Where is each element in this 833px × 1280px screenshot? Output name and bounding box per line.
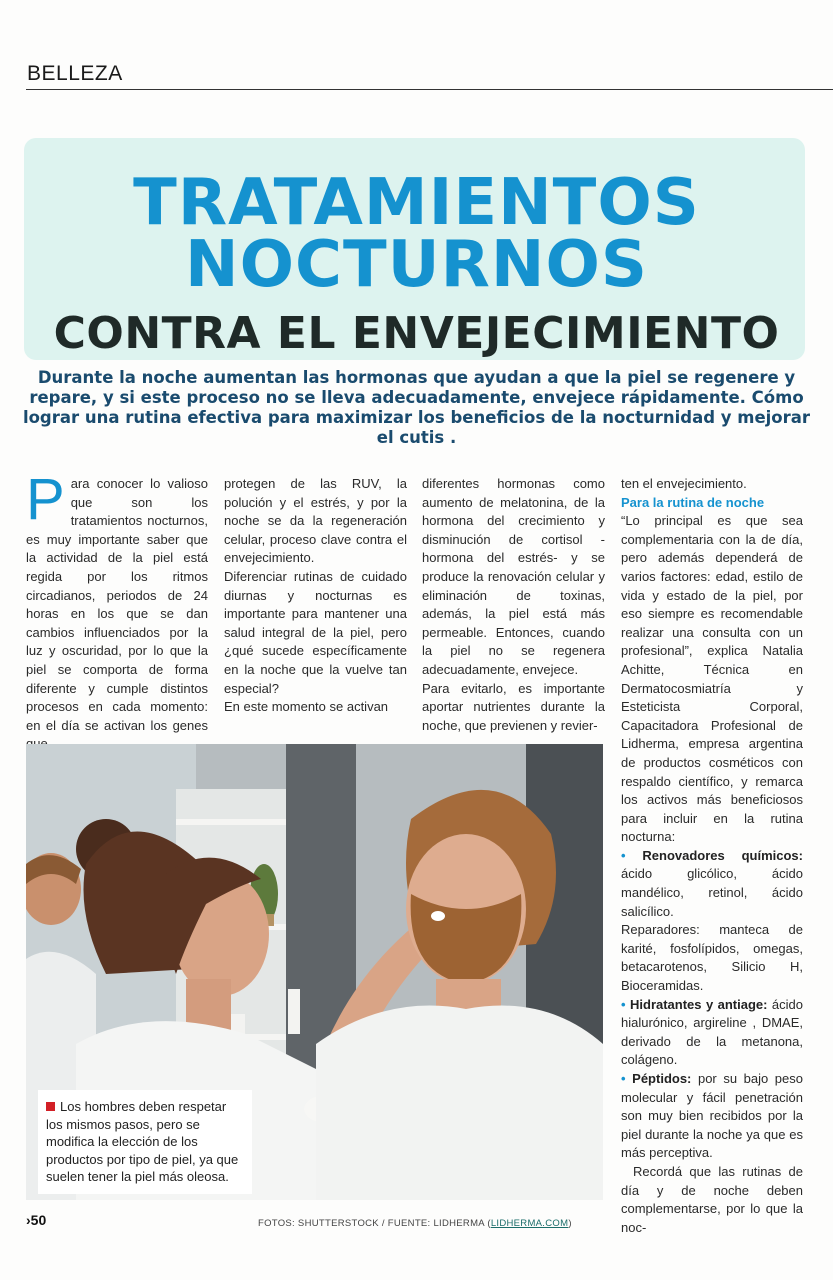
body-text: ara conocer lo valioso que son los tratamientos nocturnos, es muy importante saber que la actividad de la piel está regida por los ritmos circadianos, periodos de 24 horas en los que se dan cambios influenciados por la luz y oscuridad, por lo que la piel se comporta de forma diferente y cumple distintos procesos en cada momento: en el día se activan los genes: [26, 476, 208, 733]
list-item-label: Péptidos:: [632, 1071, 692, 1086]
list-item-text: por su bajo peso molecular y fácil penetración son muy bien recibidos por la piel durante la noche ya que es más perceptiva.: [621, 1071, 803, 1161]
photo-caption: [38, 1090, 252, 1194]
body-column-2: [224, 475, 407, 717]
list-item-label: Renovadores químicos:: [642, 847, 803, 863]
body-column-4: [621, 475, 803, 1237]
body-paragraph: Para evitarlo, es importante aportar nutrientes durante la noche, que previenen y revier-: [422, 680, 605, 733]
headline-line-1: TRATAMIENTOS: [133, 166, 700, 240]
list-item: [621, 847, 803, 921]
caption-text: Los hombres deben respetar los mismos pasos, pero se modifica la elección de los productos por tipo de piel, ya que suelen tener la piel más oleosa.: [46, 1099, 239, 1184]
body-paragraph: En este momento se activan: [224, 699, 389, 715]
subheading: Para la rutina de noche: [621, 494, 765, 510]
source-link[interactable]: LIDHERMA.COM: [490, 1218, 569, 1229]
list-item-text: ácido hialurónico, argireline , DMAE, derivado de la metanona, colágeno.: [621, 996, 803, 1068]
bullet-icon: •: [621, 1071, 626, 1086]
list-item: [621, 1070, 803, 1163]
caption-marker-icon: [46, 1102, 55, 1111]
list-item: [621, 996, 803, 1070]
bullet-icon: •: [621, 847, 626, 863]
section-label: BELLEZA: [27, 62, 123, 85]
body-column-3: [422, 475, 605, 735]
body-paragraph: ten el envejecimiento.: [621, 476, 747, 491]
drop-cap: P: [26, 467, 65, 532]
page-number: ›50: [26, 1212, 47, 1228]
body-column-1: [26, 467, 208, 754]
body-paragraph: protegen de las RUV, la polución y el estrés, y por la noche se da la regeneración celular, proceso clave contra el envejecimiento.: [224, 476, 407, 566]
bullet-icon: •: [621, 996, 626, 1012]
credits-text: FOTOS: SHUTTERSTOCK / FUENTE: LIDHERMA (: [258, 1218, 491, 1229]
list-item-text: ácido glicólico, ácido mandélico, retinol, ácido salicílico.: [621, 866, 803, 919]
article-deck: Durante la noche aumentan las hormonas que ayudan a que la piel se regenere y repare, y si este proceso no se lleva adecuadamente, envejece rápidamente. Cómo lograr una rutina efectiva para maximizar los beneficios de la nocturnidad y mejorar el cutis .: [22, 368, 811, 447]
headline-line-3: CONTRA EL ENVEJECIMIENTO: [53, 308, 780, 359]
body-paragraph: diferentes hormonas como aumento de melatonina, de la hormona del crecimiento y disminución de cortisol -hormona del estrés- y se produce la renovación celular y eliminación de toxinas, además, la piel está más permeable. Entonces, cuando la piel no se regenera adecuadamente, envejece.: [422, 476, 605, 677]
photo-credits: [258, 1218, 572, 1229]
headline-line-2: NOCTURNOS: [185, 228, 648, 302]
credits-suffix: ): [568, 1218, 572, 1229]
section-divider: [26, 89, 833, 90]
list-item-label: Hidratantes y antiage:: [630, 996, 768, 1012]
body-paragraph: Diferenciar rutinas de cuidado diurnas y nocturnas es importante para mantener una salud integral de la piel, pero ¿qué sucede específicamente en la noche que la vuelve tan especial?: [224, 568, 407, 696]
body-paragraph: Recordá que las rutinas de día y de noche deben complementarse, por lo que la noc-: [621, 1163, 803, 1235]
body-paragraph: “Lo principal es que sea complementaria con la de día, pero además dependerá de varios factores: edad, estilo de vida y estado de la piel, por eso siempre es recomendable realizar una consulta con un profesional”, explica Natalia Achitte, Técnica en Dermatocosmiatría y Esteticista Corporal, Capacitadora Profesional de Lidherma, empresa argentina de productos cosméticos con respaldo científico, y remarca los activos más beneficiosos para incluir en la rutina nocturna:: [621, 513, 803, 845]
body-paragraph: Reparadores: manteca de karité, fosfolípidos, omegas, betacarotenos, Silicio H, Bioceramidas.: [621, 922, 803, 994]
